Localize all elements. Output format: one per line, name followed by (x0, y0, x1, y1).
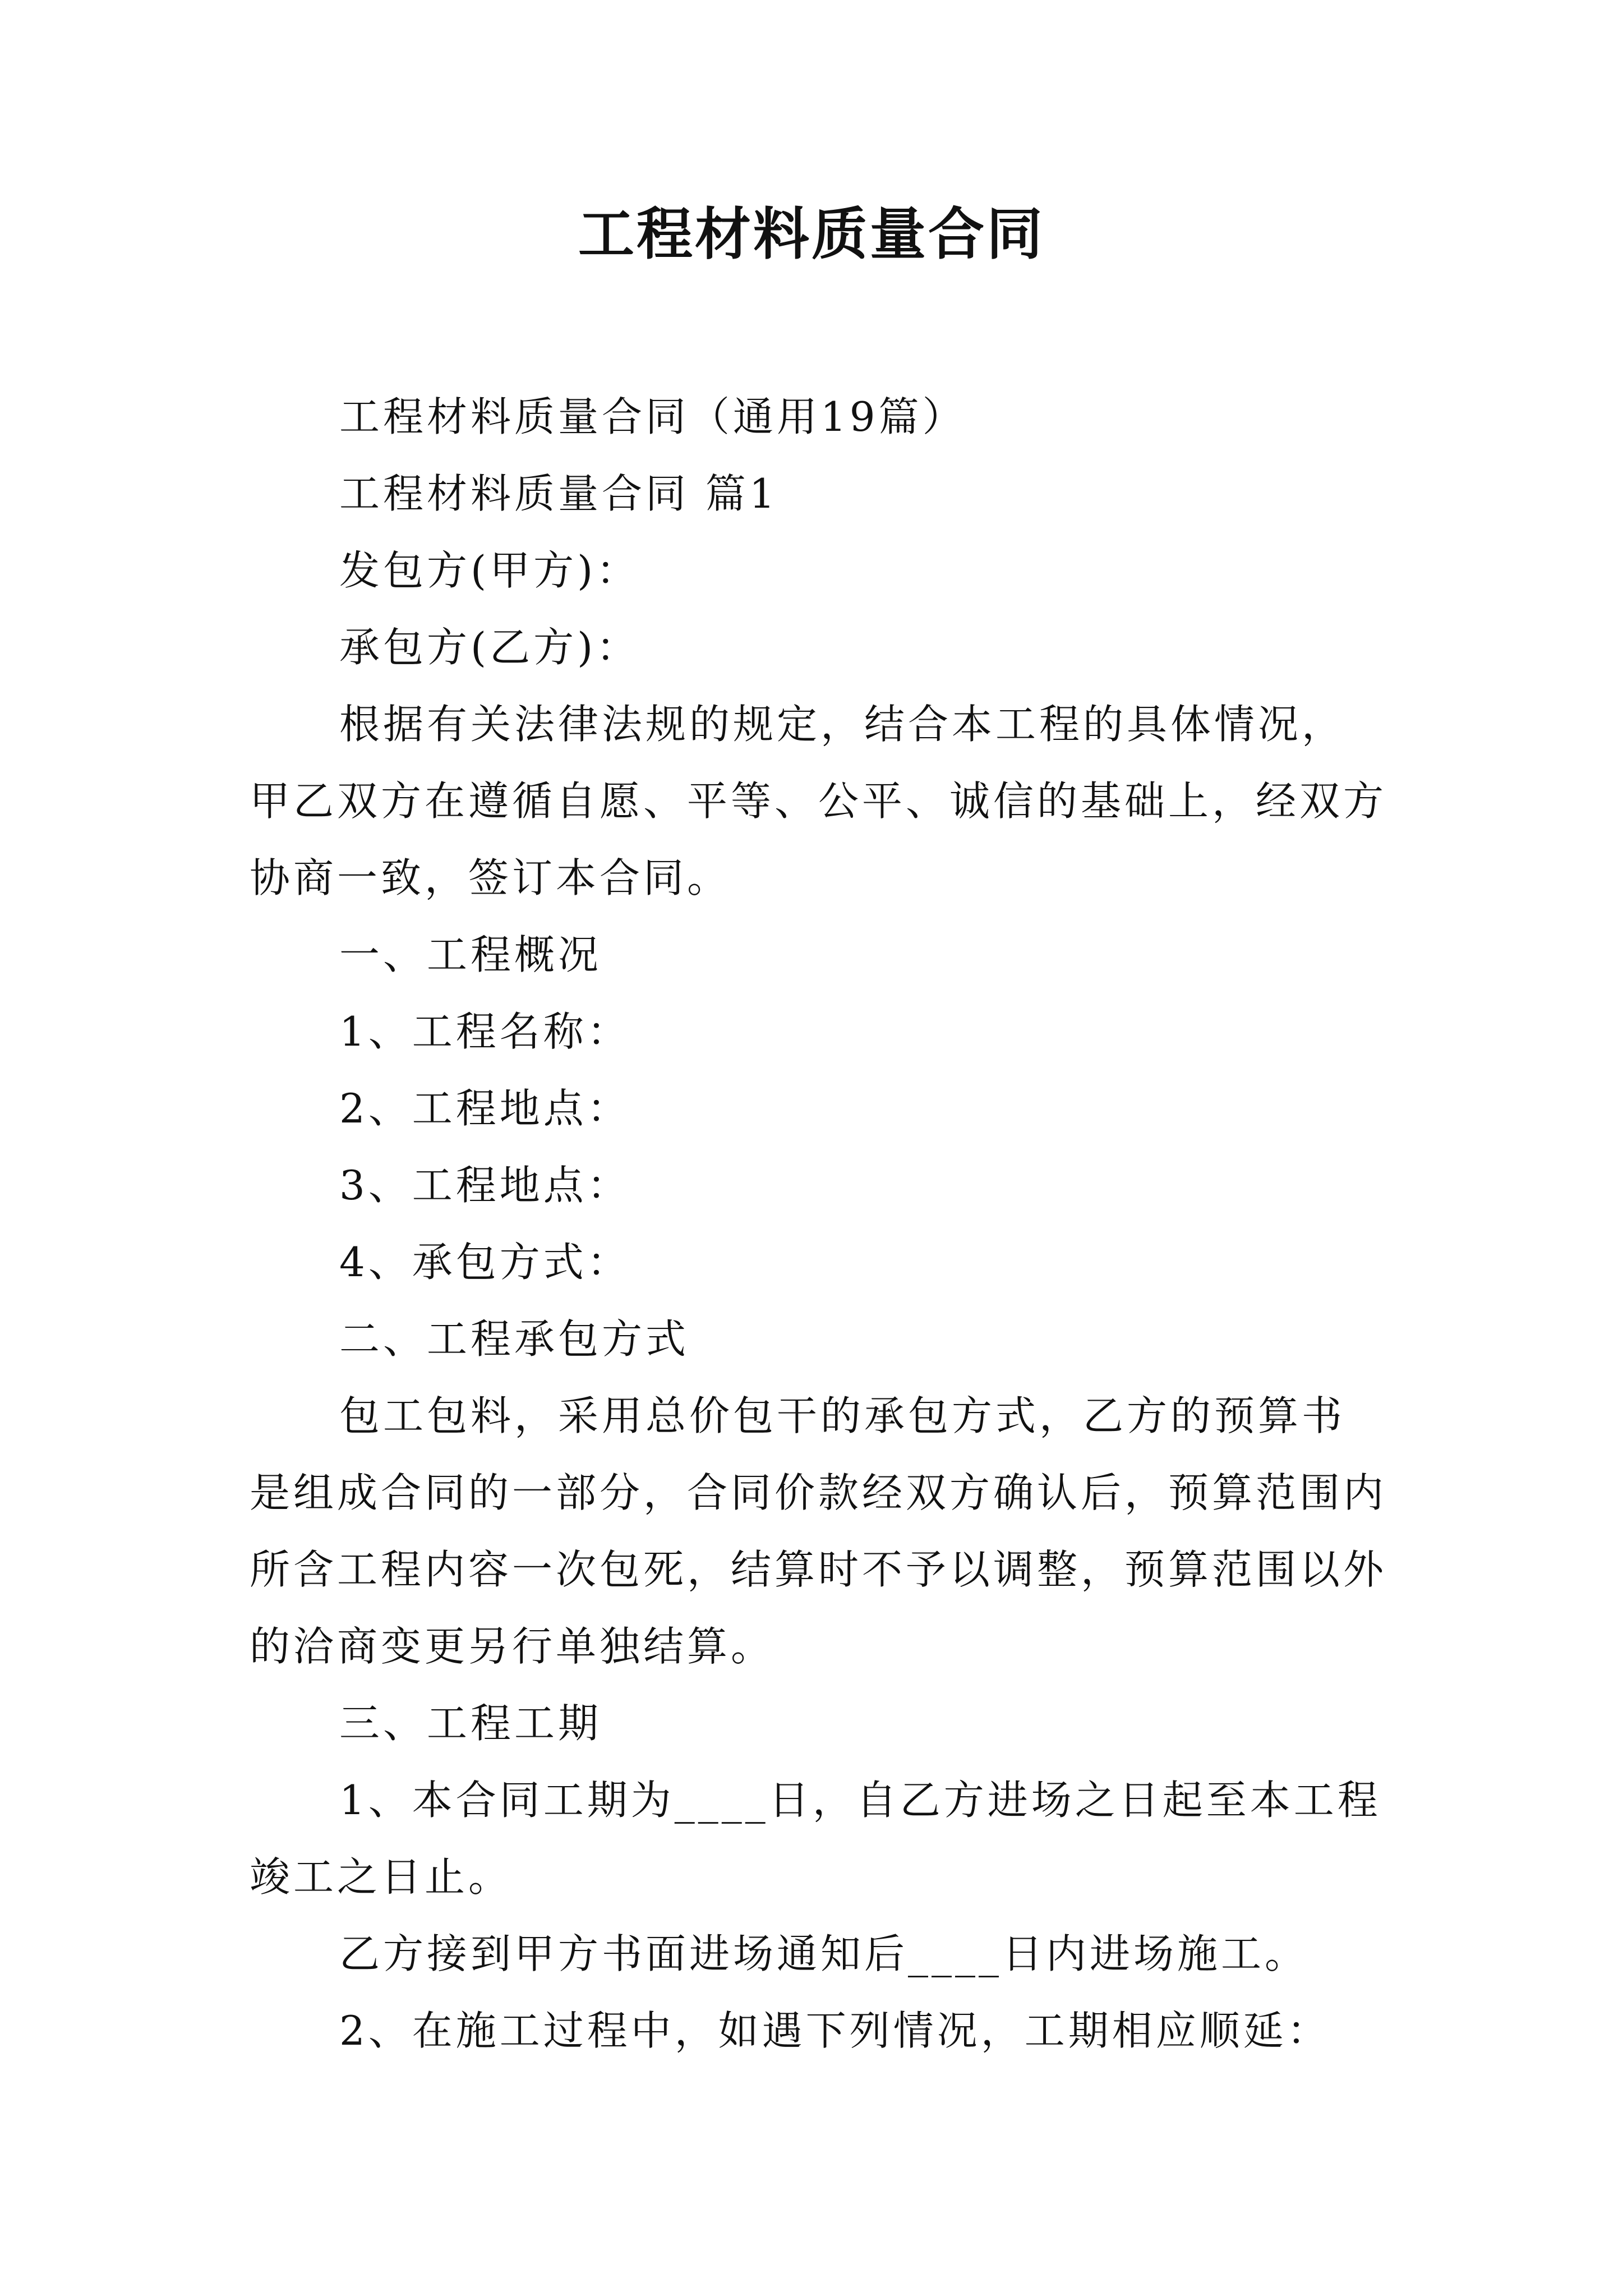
subtitle-line: 工程材料质量合同（通用19篇） (339, 393, 966, 440)
clause-paragraph: 包工包料，采用总价包干的承包方式，乙方的预算书是组成合同的一部分，合同价款经双方确认后，预算范围内所含工程内容一次包死，结算时不予以调整，预算范围以外的洽商变更另行单独结算。 (250, 1392, 1387, 1670)
party-b-line: 承包方(乙方)： (339, 624, 640, 671)
clause-paragraph: 2、在施工过程中，如遇下列情况，工期相应顺延： (339, 2007, 1331, 2054)
party-a-line: 发包方(甲方)： (339, 547, 640, 594)
clause-heading: 一、工程概况 (339, 931, 602, 978)
clause-item: 3、工程地点： (339, 1162, 631, 1209)
section-heading: 工程材料质量合同 篇1 (339, 470, 778, 517)
clause-item: 1、工程名称： (339, 1008, 631, 1055)
clause-item: 4、承包方式： (339, 1239, 631, 1286)
document-body (250, 379, 1388, 2069)
clause-heading: 二、工程承包方式 (339, 1315, 690, 1363)
clause-item: 2、工程地点： (339, 1085, 631, 1132)
preamble-paragraph: 根据有关法律法规的规定，结合本工程的具体情况，甲乙双方在遵循自愿、平等、公平、诚信的基础上，经双方协商一致，签订本合同。 (250, 701, 1387, 901)
clause-paragraph: 1、本合同工期为____日，自乙方进场之日起至本工程竣工之日止。 (250, 1777, 1381, 1901)
clause-heading: 三、工程工期 (339, 1700, 602, 1747)
document-title: 工程材料质量合同 (578, 201, 1045, 267)
clause-paragraph: 乙方接到甲方书面进场通知后____日内进场施工。 (339, 1930, 1309, 1977)
